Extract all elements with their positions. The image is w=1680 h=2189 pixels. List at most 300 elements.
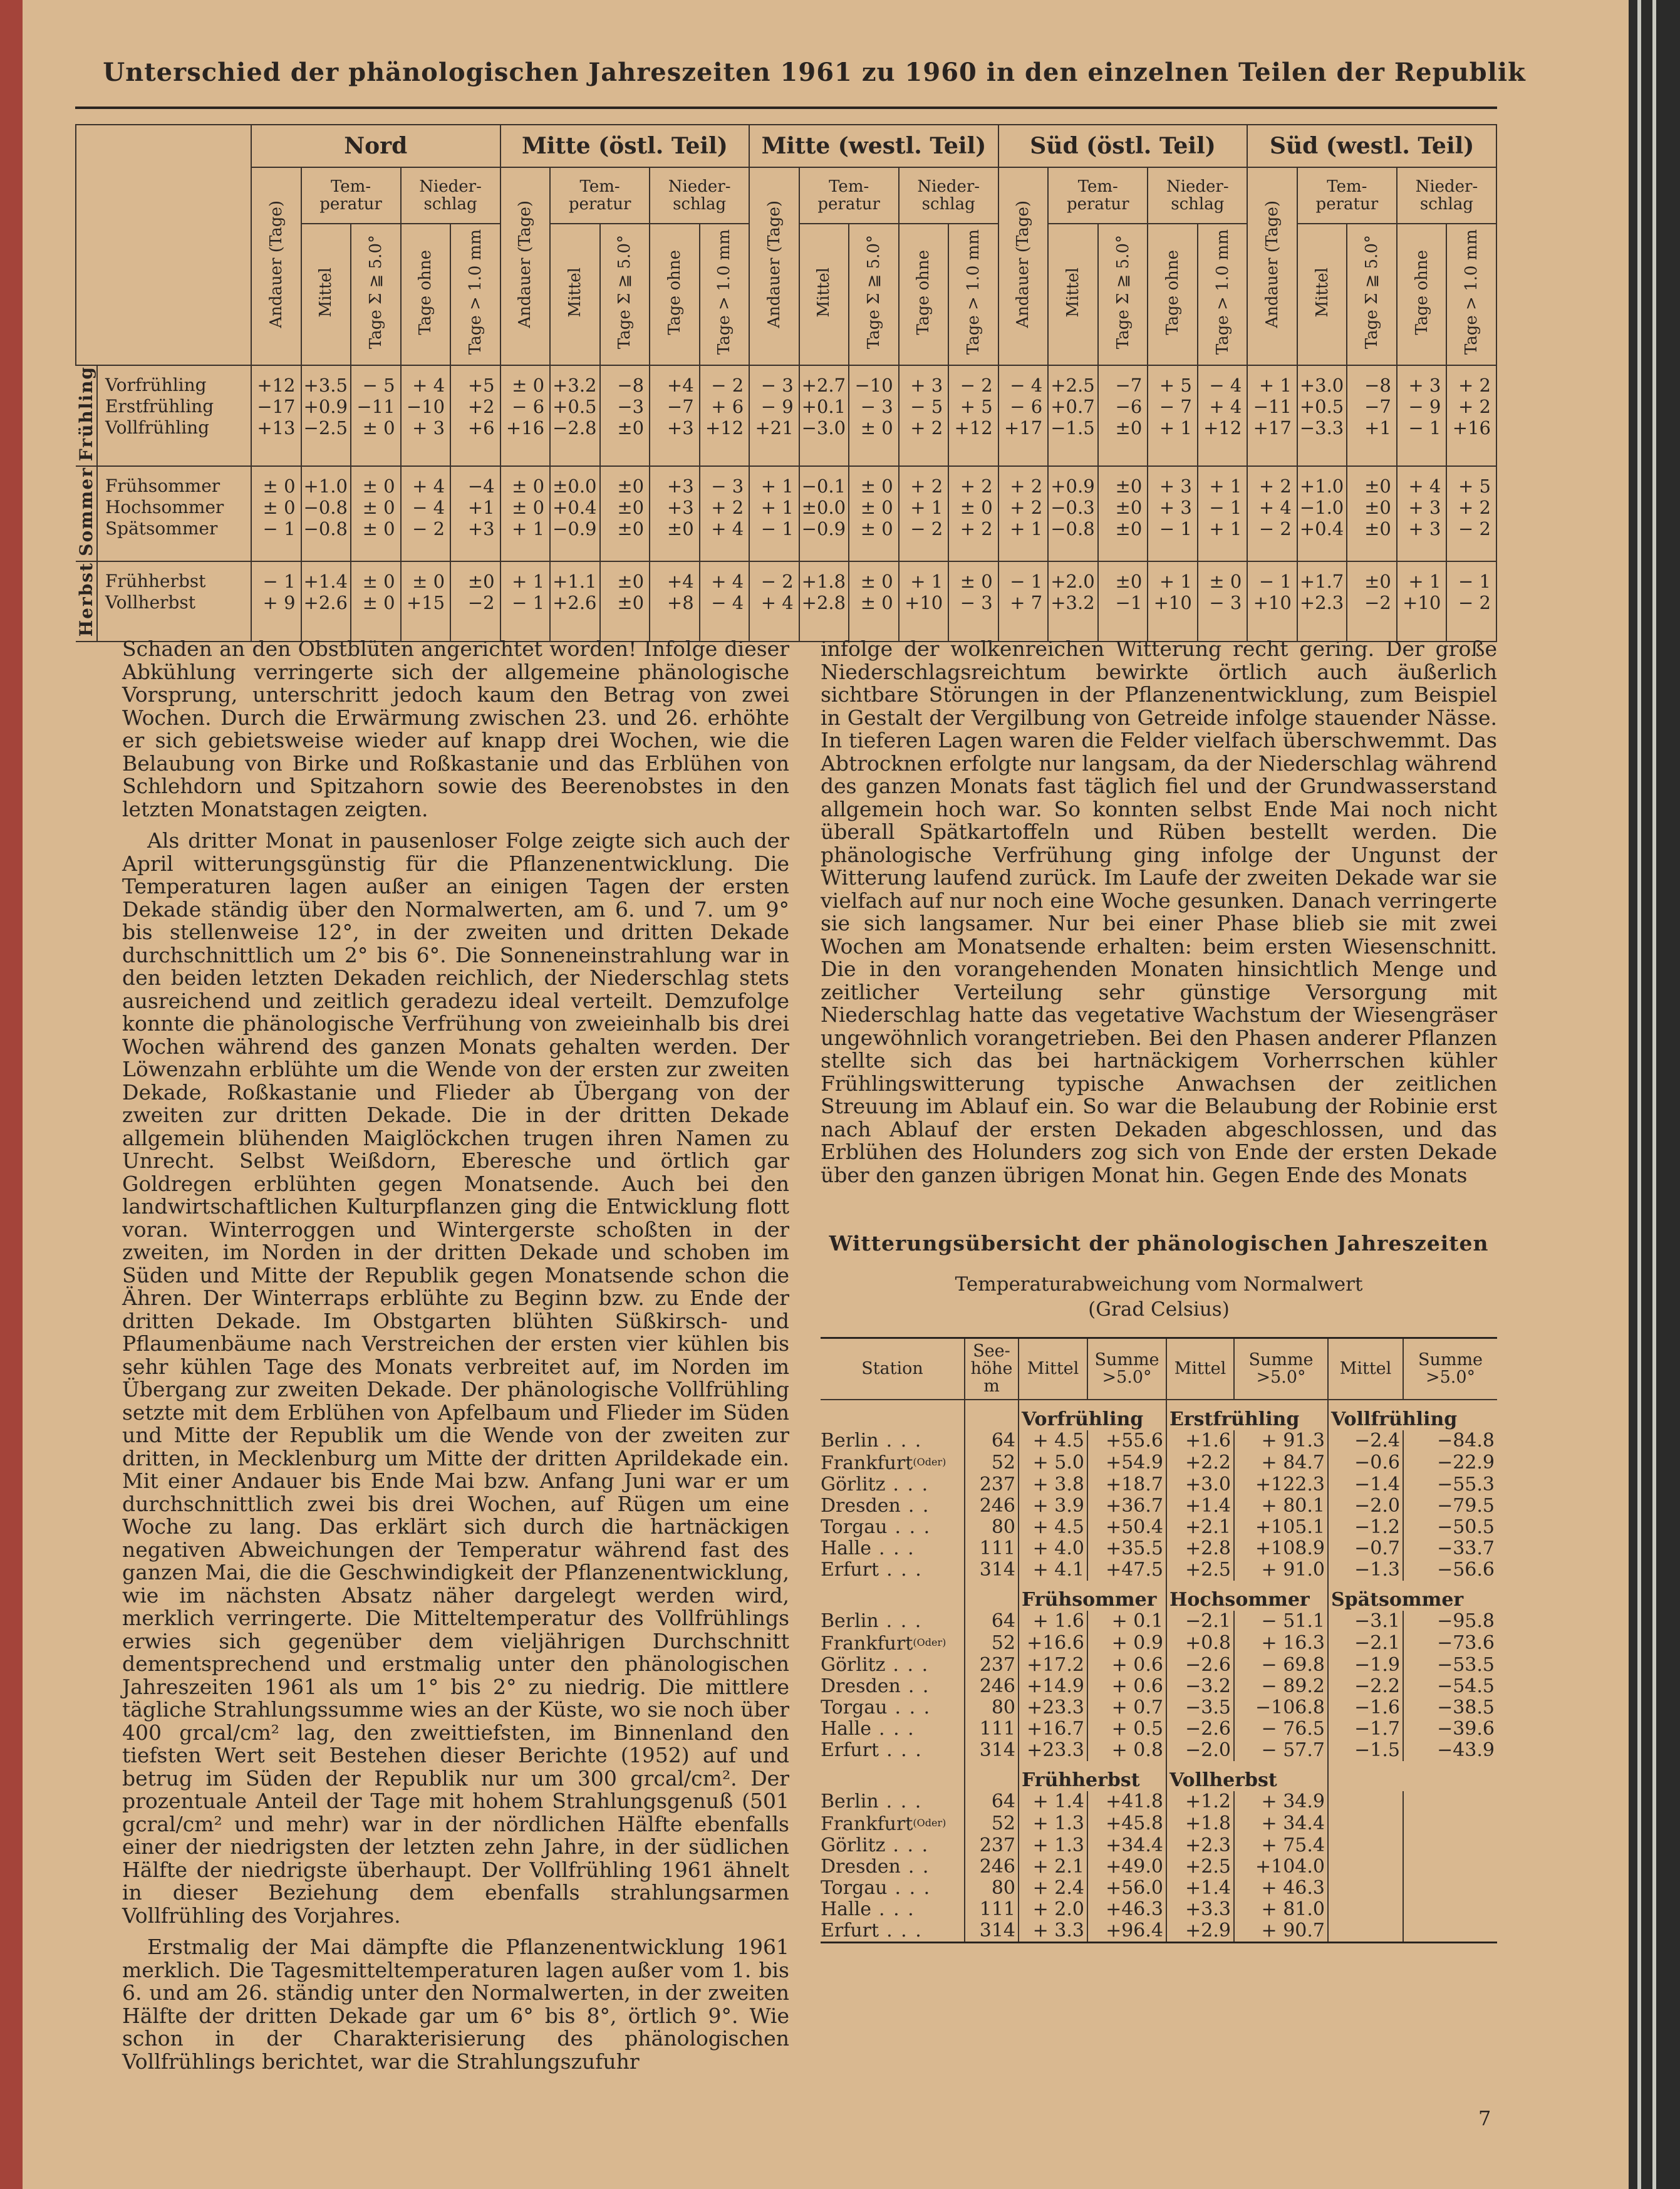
- sub-column-header: [650, 224, 700, 365]
- phase-group-row: [821, 1581, 1497, 1611]
- elevation-cell: 52: [965, 1812, 1019, 1835]
- value-cell: −2.6: [1166, 1718, 1234, 1740]
- elevation-cell: 237: [965, 1655, 1019, 1676]
- value-cell: + 4 + 3 + 3: [1397, 466, 1447, 561]
- station-name-cell: [821, 1718, 965, 1740]
- value-cell: −1.9: [1328, 1655, 1403, 1676]
- niederschlag-group-header: Nieder- schlag: [650, 167, 749, 224]
- value-cell: +1.8 +2.8: [799, 561, 849, 642]
- sub-column-label: Mittel: [1312, 267, 1332, 318]
- sub-column-label: Tage Σ ≧ 5.0°: [1362, 235, 1382, 350]
- sub-column-label: Mittel: [565, 267, 584, 318]
- value-cell: [1403, 1878, 1497, 1899]
- station-name: Görlitz: [821, 1654, 886, 1676]
- value-cell: −50.5: [1403, 1517, 1497, 1538]
- leader-dots: . . .: [879, 1537, 915, 1559]
- value-cell: − 1 + 9: [251, 561, 301, 642]
- region-header-row: [76, 125, 1496, 167]
- station-name: Berlin: [821, 1430, 879, 1452]
- binding-strip: [0, 0, 23, 2189]
- phase-group-name: Hochsommer: [1166, 1581, 1328, 1611]
- value-cell: −39.6: [1403, 1718, 1497, 1740]
- leader-dots: . . .: [893, 1834, 930, 1856]
- elevation-cell: 52: [965, 1632, 1019, 1655]
- value-cell: + 2 + 2 + 1: [998, 466, 1049, 561]
- station-name-cell: [821, 1697, 965, 1718]
- value-cell: ±0 ±0 ±0: [1347, 466, 1397, 561]
- temperatur-group-header: Tem- peratur: [799, 167, 899, 224]
- value-cell: − 2 + 6 +12: [700, 365, 750, 466]
- value-cell: ± 0 − 3: [948, 561, 998, 642]
- season-row: [76, 466, 1496, 561]
- station-name-cell: [821, 1899, 965, 1920]
- value-cell: + 84.7: [1234, 1452, 1328, 1474]
- leader-dots: . .: [908, 1675, 930, 1697]
- region-header: Nord: [251, 125, 500, 167]
- value-cell: −1.4: [1328, 1474, 1403, 1495]
- sub-column-label: Tage ohne: [1412, 249, 1431, 335]
- station-name: Erfurt: [821, 1739, 879, 1761]
- value-cell: +3.2 +0.5 −2.8: [550, 365, 600, 466]
- value-cell: +2.3: [1166, 1835, 1234, 1856]
- station-row: [821, 1835, 1497, 1856]
- value-cell: + 3 + 3 − 1: [1148, 466, 1198, 561]
- elevation-cell: 237: [965, 1474, 1019, 1495]
- phase-group-name: Frühherbst: [1019, 1761, 1166, 1791]
- station-name: Halle: [821, 1718, 871, 1740]
- value-cell: −53.5: [1403, 1655, 1497, 1676]
- station-name-cell: [821, 1611, 965, 1632]
- value-cell: + 16.3: [1234, 1632, 1328, 1655]
- elevation-cell: 64: [965, 1611, 1019, 1632]
- phase-group-row: [821, 1400, 1497, 1430]
- station-name: Görlitz: [821, 1474, 886, 1495]
- value-cell: + 5 − 7 + 1: [1148, 365, 1198, 466]
- sub-column-label: Tage ohne: [416, 249, 435, 335]
- phase-names: Frühsommer Hochsommer Spätsommer: [97, 466, 251, 561]
- value-cell: + 0.6: [1087, 1676, 1166, 1697]
- value-cell: + 2 + 4 − 2: [1247, 466, 1297, 561]
- value-cell: +2.2: [1166, 1452, 1234, 1474]
- value-cell: +49.0: [1087, 1856, 1166, 1878]
- value-cell: −10 − 3 ± 0: [849, 365, 899, 466]
- value-cell: − 2 + 5 +12: [948, 365, 998, 466]
- value-cell: +34.4: [1087, 1835, 1166, 1856]
- value-cell: + 1.6: [1019, 1611, 1087, 1632]
- value-cell: − 5 −11 ± 0: [351, 365, 401, 466]
- value-cell: +16.6: [1019, 1632, 1087, 1655]
- sub-column-label: Mittel: [1064, 267, 1082, 318]
- value-cell: [1403, 1920, 1497, 1943]
- leader-dots: . . .: [879, 1898, 915, 1920]
- niederschlag-group-header: Nieder- schlag: [1148, 167, 1247, 224]
- value-cell: −8 −7 +1: [1347, 365, 1397, 466]
- value-cell: +2.9: [1166, 1920, 1234, 1943]
- value-cell: +1.4: [1166, 1495, 1234, 1517]
- station-row: [821, 1495, 1497, 1517]
- group-spacer: [965, 1400, 1019, 1430]
- value-cell: + 81.0: [1234, 1899, 1328, 1920]
- value-cell: +105.1: [1234, 1517, 1328, 1538]
- sub-column-header: [1297, 224, 1347, 365]
- value-cell: [1328, 1920, 1403, 1943]
- sub-column-header: [1148, 224, 1198, 365]
- leader-dots: . . .: [894, 1877, 931, 1899]
- value-cell: + 2 + 1 − 2: [899, 466, 949, 561]
- value-cell: + 5 + 2 − 2: [1446, 466, 1496, 561]
- value-cell: [1403, 1812, 1497, 1835]
- group-spacer: [965, 1761, 1019, 1791]
- season-label: Frühling: [76, 366, 96, 462]
- sub-column-header: [550, 224, 600, 365]
- station-name-cell: [821, 1655, 965, 1676]
- elevation-cell: 314: [965, 1740, 1019, 1761]
- value-cell: −22.9: [1403, 1452, 1497, 1474]
- right-paragraph: infolge der wolkenreichen Witterung recht gering. Der große Niederschlagsreichtum bewirkte örtlich auch äußerlich sichtbare Störungen in der Pflanzenentwicklung, zum Beispiel in Gestalt der Vergilbung von Getreide infolge stauender Nässe. In tieferen Lagen waren die Felder vielfach überschwemmt. Das Abtrocknen erfolgte nur langsam, da der Niederschlag während des ganzen Monats fast täglich fiel und der Grundwasserstand allgemein hoch war. So konnten selbst Ende Mai noch nicht überall Spätkartoffeln und Rüben bestellt werden. Die phänologische Verfrühung ging infolge der Ungunst der Witterung laufend zurück. Im Laufe der zweiten Dekade war sie vielfach auf nur noch eine Woche gesunken. Danach verringerte sie sich langsamer. Nur bei einer Phase blieb sie mit zwei Wochen am Monatsende erhalten: beim ersten Wiesenschnitt. Die in den vorangehenden Monaten hinsichtlich Menge und zeitlicher Verteilung sehr günstige Versorgung mit Niederschlag hatte das vegetative Wachstum der Wiesengräser ungewöhnlich vorangetrieben. Bei den Phasen anderer Pflanzen stellte sich das bei hartnäckigem Vorherrschen kühler Frühlingswitterung typische Anwachsen der zeitlichen Streuung im Ablauf ein. So war die Belaubung der Robinie erst nach Ablauf der ersten Dekaden abgeschlossen, und das Erblühen des Holunders zog sich von Ende der ersten Dekade über den ganzen übrigen Monat hin. Gegen Ende des Monats: [821, 637, 1497, 1187]
- andauer-label: Andauer (Tage): [764, 200, 784, 328]
- sub-column-label: Mittel: [316, 267, 336, 318]
- value-cell: + 4 −10 + 3: [401, 365, 451, 466]
- value-cell: ±0.0 +0.4 −0.9: [550, 466, 600, 561]
- station-name-cell: [821, 1538, 965, 1559]
- elevation-cell: 80: [965, 1697, 1019, 1718]
- elevation-cell: 64: [965, 1430, 1019, 1452]
- group-spacer: [821, 1761, 965, 1791]
- value-cell: ± 0 ± 0 ± 0: [351, 466, 401, 561]
- sub-column-header: [1098, 224, 1148, 365]
- station-name: Halle: [821, 1898, 871, 1920]
- phase-names: Vorfrühling Erstfrühling Vollfrühling: [97, 365, 251, 466]
- value-cell: −7 −6 ±0: [1098, 365, 1148, 466]
- group-spacer: [821, 1581, 965, 1611]
- station-name: Halle: [821, 1537, 871, 1559]
- left-paragraph: Als dritter Monat in pausenloser Folge zeigte sich auch der April witterungsgünstig für die Pflanzenentwicklung. Die Temperaturen lagen außer an einigen Tagen der ersten Dekade ständig über den Normalwerten, am 6. und 7. um 9° bis stellenweise 12°, in der zweiten und dritten Dekade durchschnittlich um 2° bis 6°. Die Sonneneinstrahlung war in den beiden letzten Dekaden reichlich, der Niederschlag stets ausreichend und zeitlich geradezu ideal verteilt. Demzufolge konnte die phänologische Verfrühung von zweieinhalb bis drei Wochen während des ganzen Monats gehalten werden. Der Löwenzahn erblühte um die Wende von der ersten zur zweiten Dekade, Roßkastanie und Flieder ab Übergang von der zweiten zur dritten Dekade. Die in der dritten Dekade allgemein blühenden Maiglöckchen trugen ihren Namen zu Unrecht. Selbst Weißdorn, Eberesche und örtlich gar Goldregen erblühten gegen Monatsende. Auch bei den landwirtschaftlichen Kulturpflanzen ging die Entwicklung flott voran. Winterroggen und Wintergerste schoßten in der zweiten, im Norden in der dritten Dekade und schoben im Süden und Mitte der Republik gegen Monatsende schon die Ähren. Der Winterraps erblühte zu Beginn bzw. zu Ende der dritten Dekade. Im Obstgarten blühten Süßkirsch- und Pflaumenbäume nach Verstreichen der ersten vier kühlen bis sehr kühlen Tage des Monats verbreitet auf, im Norden im Übergang zur zweiten Dekade. Der phänologische Vollfrühling setzte mit dem Erblühen von Apfelbaum und Flieder im Süden und Mitte der Republik um die Wende von der zweiten zur dritten, in Mecklenburg um Mitte der dritten Aprildekade ein. Mit einer Andauer bis Ende Mai bzw. Anfang Juni war er um durchschnittlich zwei bis drei Wochen, auf Rügen um eine Woche zu lang. Das erklärt sich durch die hartnäckigen negativen Abweichungen der Temperatur während fast des ganzen Mai, die die Geschwindigkeit der Pflanzenentwicklung, wie im nächsten Absatz näher dargelegt werden wird, merklich verringerte. Die Mitteltemperatur des Vollfrühlings erwies sich gegenüber dem vieljährigen Durchschnitt dementsprechend und erstmalig unter den phänologischen Jahreszeiten 1961 als um 1° bis 2° zu niedrig. Die mittlere tägliche Strahlungssumme wies an der Küste, wo sie noch über 400 grcal/cm² lag, den zweittiefsten, im Binnenland den tiefsten Wert seit Bestehen dieser Berichte (1952) auf und betrug im Süden der Republik nur um 300 grcal/cm². Der prozentuale Anteil der Tage mit hohem Strahlungsgenuß (501 gcral/cm² und mehr) war in der nördlichen Hälfte ebenfalls einer der niedrigsten der letzten zehn Jahre, in der südlichen Hälfte der niedrigste überhaupt. Der Vollfrühling 1961 ähnelt in dieser Beziehung dem ebenfalls strahlungsarmen Vollfrühling des Vorjahres.: [122, 828, 789, 1928]
- region-header: Mitte (östl. Teil): [500, 125, 750, 167]
- leader-dots: . . .: [886, 1920, 923, 1942]
- value-cell: + 34.4: [1234, 1812, 1328, 1835]
- value-cell: +4 +8: [650, 561, 700, 642]
- value-cell: −106.8: [1234, 1697, 1328, 1718]
- station-column-header: Summe >5.0°: [1403, 1338, 1497, 1400]
- elevation-cell: 111: [965, 1718, 1019, 1740]
- leader-dots: . . .: [893, 1474, 930, 1495]
- value-cell: −1.6: [1328, 1697, 1403, 1718]
- leader-dots: . . .: [886, 1559, 923, 1581]
- station-name-cell: [821, 1812, 965, 1835]
- elevation-cell: 314: [965, 1920, 1019, 1943]
- station-row: [821, 1611, 1497, 1632]
- book-edge: [1629, 0, 1680, 2189]
- station-name-cell: [821, 1791, 965, 1812]
- station-header-row: [821, 1338, 1497, 1400]
- value-cell: + 2 + 2 +16: [1446, 365, 1496, 466]
- sub-column-header: [948, 224, 998, 365]
- value-cell: +47.5: [1087, 1559, 1166, 1581]
- value-cell: +12 −17 +13: [251, 365, 301, 466]
- value-cell: +3.5 +0.9 −2.5: [301, 365, 351, 466]
- value-cell: −1.7: [1328, 1718, 1403, 1740]
- value-cell: ± 0 ± 0: [351, 561, 401, 642]
- region-header: Süd (östl. Teil): [998, 125, 1248, 167]
- phase-group-name: Spätsommer: [1328, 1581, 1497, 1611]
- sub-column-header: [1048, 224, 1098, 365]
- value-cell: + 5.0: [1019, 1452, 1087, 1474]
- station-row: [821, 1655, 1497, 1676]
- sub-column-label: Tage Σ ≧ 5.0°: [864, 235, 883, 350]
- value-cell: +3 +3 ±0: [650, 466, 700, 561]
- station-name: Frankfurt: [821, 1813, 913, 1835]
- leader-dots: . . .: [893, 1654, 930, 1676]
- value-cell: + 4.0: [1019, 1538, 1087, 1559]
- sub-column-label: Tage > 1.0 mm: [1213, 229, 1232, 355]
- phase-group-name: Frühsommer: [1019, 1581, 1166, 1611]
- value-cell: +36.7: [1087, 1495, 1166, 1517]
- season-row: [76, 365, 1496, 466]
- value-cell: [1403, 1835, 1497, 1856]
- phenology-difference-table: [75, 124, 1497, 642]
- value-cell: −2.6: [1166, 1655, 1234, 1676]
- oder-suffix: (Oder): [913, 1636, 946, 1648]
- sub-column-header: [1397, 224, 1447, 365]
- sub-column-header: [799, 224, 849, 365]
- value-cell: + 0.8: [1087, 1740, 1166, 1761]
- value-cell: +2.8: [1166, 1538, 1234, 1559]
- station-row: [821, 1517, 1497, 1538]
- station-column-header: Mittel: [1166, 1338, 1234, 1400]
- value-cell: +2.5: [1166, 1856, 1234, 1878]
- andauer-header: [251, 167, 301, 365]
- value-cell: + 1.4: [1019, 1791, 1087, 1812]
- station-name-cell: [821, 1474, 965, 1495]
- elevation-cell: 246: [965, 1856, 1019, 1878]
- leader-dots: . .: [908, 1495, 930, 1517]
- elevation-cell: 246: [965, 1495, 1019, 1517]
- elevation-cell: 80: [965, 1517, 1019, 1538]
- elevation-cell: 111: [965, 1538, 1019, 1559]
- sub-column-label: Tage > 1.0 mm: [465, 229, 485, 355]
- value-cell: + 91.3: [1234, 1430, 1328, 1452]
- value-cell: + 3.8: [1019, 1474, 1087, 1495]
- station-row: [821, 1538, 1497, 1559]
- value-cell: [1328, 1835, 1403, 1856]
- season-row: [76, 561, 1496, 642]
- temperatur-group-header: Tem- peratur: [1297, 167, 1397, 224]
- value-cell: +0.8: [1166, 1632, 1234, 1655]
- group-spacer: [821, 1400, 965, 1430]
- station-row: [821, 1474, 1497, 1495]
- value-cell: −43.9: [1403, 1740, 1497, 1761]
- season-cell: [76, 365, 97, 466]
- value-cell: +17.2: [1019, 1655, 1087, 1676]
- value-cell: +23.3: [1019, 1740, 1087, 1761]
- value-cell: [1328, 1856, 1403, 1878]
- station-name: Erfurt: [821, 1559, 879, 1581]
- value-cell: −79.5: [1403, 1495, 1497, 1517]
- phase-names: Frühherbst Vollherbst: [97, 561, 251, 642]
- andauer-label: Andauer (Tage): [516, 200, 535, 328]
- leader-dots: . . .: [886, 1791, 923, 1812]
- season-cell: [76, 561, 97, 642]
- sub-column-header: [450, 224, 500, 365]
- station-row: [821, 1791, 1497, 1812]
- value-cell: −2.0: [1328, 1495, 1403, 1517]
- andauer-header: [500, 167, 551, 365]
- value-cell: +23.3: [1019, 1697, 1087, 1718]
- station-name: Torgau: [821, 1877, 888, 1899]
- region-header: Mitte (westl. Teil): [749, 125, 998, 167]
- weather-overview-title: Witterungsübersicht der phänologischen Jahreszeiten: [829, 1231, 1489, 1256]
- value-cell: −0.6: [1328, 1452, 1403, 1474]
- value-cell: +4 −7 +3: [650, 365, 700, 466]
- niederschlag-group-header: Nieder- schlag: [1397, 167, 1496, 224]
- season-label: Sommer: [76, 467, 96, 556]
- value-cell: + 75.4: [1234, 1835, 1328, 1856]
- elevation-cell: 111: [965, 1899, 1019, 1920]
- station-row: [821, 1920, 1497, 1943]
- value-cell: −33.7: [1403, 1538, 1497, 1559]
- sub-column-header: [1347, 224, 1397, 365]
- station-column-header: Summe >5.0°: [1234, 1338, 1328, 1400]
- value-cell: +1.4 +2.6: [301, 561, 351, 642]
- station-column-header: Mittel: [1328, 1338, 1403, 1400]
- value-cell: −0.1 ±0.0 −0.9: [799, 466, 849, 561]
- temperatur-group-header: Tem- peratur: [1048, 167, 1148, 224]
- station-name: Torgau: [821, 1697, 888, 1718]
- value-cell: +1.0 −1.0 +0.4: [1297, 466, 1347, 561]
- sub-column-header: [849, 224, 899, 365]
- andauer-header: [998, 167, 1049, 365]
- value-cell: −0.7: [1328, 1538, 1403, 1559]
- value-cell: +2.5: [1166, 1559, 1234, 1581]
- value-cell: −1.2: [1328, 1517, 1403, 1538]
- value-cell: + 1 +10: [1397, 561, 1447, 642]
- station-name: Frankfurt: [821, 1633, 913, 1655]
- value-cell: +41.8: [1087, 1791, 1166, 1812]
- niederschlag-group-header: Nieder- schlag: [401, 167, 500, 224]
- sub-column-header: [351, 224, 401, 365]
- value-cell: +104.0: [1234, 1856, 1328, 1878]
- station-name-cell: [821, 1430, 965, 1452]
- value-cell: +54.9: [1087, 1452, 1166, 1474]
- elevation-cell: 237: [965, 1835, 1019, 1856]
- value-cell: −55.3: [1403, 1474, 1497, 1495]
- page-title: Unterschied der phänologischen Jahreszeiten 1961 zu 1960 in den einzelnen Teilen der Republik: [103, 58, 1526, 87]
- value-cell: +1.2: [1166, 1791, 1234, 1812]
- value-cell: +122.3: [1234, 1474, 1328, 1495]
- value-cell: + 1 +10: [1148, 561, 1198, 642]
- sub-column-label: Tage > 1.0 mm: [963, 229, 983, 355]
- station-name: Berlin: [821, 1791, 879, 1812]
- leader-dots: . . .: [879, 1718, 915, 1740]
- station-name: Dresden: [821, 1495, 901, 1517]
- value-cell: + 0.1: [1087, 1611, 1166, 1632]
- station-name: Berlin: [821, 1610, 879, 1632]
- value-cell: + 2.1: [1019, 1856, 1087, 1878]
- value-cell: + 3 − 9 − 1: [1397, 365, 1447, 466]
- value-cell: + 1 −11 +17: [1247, 365, 1297, 466]
- station-row: [821, 1676, 1497, 1697]
- value-cell: +14.9: [1019, 1676, 1087, 1697]
- value-cell: −1.3: [1328, 1559, 1403, 1581]
- station-name: Torgau: [821, 1516, 888, 1538]
- leader-dots: . . .: [894, 1697, 931, 1718]
- sub-column-label: Tage > 1.0 mm: [715, 229, 734, 355]
- station-row: [821, 1856, 1497, 1878]
- andauer-header: [1247, 167, 1297, 365]
- station-row: [821, 1697, 1497, 1718]
- value-cell: [1403, 1856, 1497, 1878]
- value-cell: −3.5: [1166, 1697, 1234, 1718]
- elevation-cell: 314: [965, 1559, 1019, 1581]
- niederschlag-group-header: Nieder- schlag: [899, 167, 998, 224]
- sub-column-label: Tage ohne: [914, 249, 933, 335]
- station-row: [821, 1452, 1497, 1474]
- station-name-cell: [821, 1835, 965, 1856]
- value-cell: − 1 − 2: [1446, 561, 1496, 642]
- value-cell: + 91.0: [1234, 1559, 1328, 1581]
- leader-dots: . . .: [886, 1430, 923, 1452]
- value-cell: +1.7 +2.3: [1297, 561, 1347, 642]
- value-cell: ± 0 ± 0 − 1: [251, 466, 301, 561]
- group-header-row: [76, 167, 1496, 224]
- value-cell: −95.8: [1403, 1611, 1497, 1632]
- value-cell: [1403, 1899, 1497, 1920]
- value-cell: +3.0 +0.5 −3.3: [1297, 365, 1347, 466]
- value-cell: ± 0 ± 0 + 1: [500, 466, 551, 561]
- station-name-cell: [821, 1878, 965, 1899]
- value-cell: +46.3: [1087, 1899, 1166, 1920]
- station-row: [821, 1718, 1497, 1740]
- value-cell: ±0 −1: [1098, 561, 1148, 642]
- value-cell: −2.0: [1166, 1740, 1234, 1761]
- value-cell: +18.7: [1087, 1474, 1166, 1495]
- value-cell: ±0 ±0: [600, 561, 650, 642]
- station-name: Frankfurt: [821, 1452, 913, 1474]
- season-cell: [76, 466, 97, 561]
- left-paragraph: Schaden an den Obstblüten angerichtet worden! Infolge dieser Abkühlung verringerte sich der allgemeine phänologische Vorsprung, unterschritt jedoch kaum den Betrag von zwei Wochen. Durch die Erwärmung zwischen 23. und 26. erhöhte er sich gebietsweise wieder auf knapp drei Wochen, wie die Belaubung von Birke und Roßkastanie und das Erblühen von Schlehdorn und Spitzahorn sowie des Beerenobstes in den letzten Monatstagen zeigten.: [122, 637, 789, 821]
- station-column-header: See- höhe m: [965, 1338, 1019, 1400]
- value-cell: − 57.7: [1234, 1740, 1328, 1761]
- value-cell: −1.5: [1328, 1740, 1403, 1761]
- value-cell: +5 +2 +6: [450, 365, 500, 466]
- value-cell: −4 +1 +3: [450, 466, 500, 561]
- value-cell: + 4.1: [1019, 1559, 1087, 1581]
- sub-column-header: [401, 224, 451, 365]
- phase-group-name: Vollfrühling: [1328, 1400, 1497, 1430]
- value-cell: +0.9 −0.3 −0.8: [1048, 466, 1098, 561]
- value-cell: [1328, 1791, 1403, 1812]
- value-cell: + 0.5: [1087, 1718, 1166, 1740]
- value-cell: + 1.3: [1019, 1812, 1087, 1835]
- sub-column-label: Tage Σ ≧ 5.0°: [1113, 235, 1133, 350]
- station-name-cell: [821, 1559, 965, 1581]
- value-cell: +2.0 +3.2: [1048, 561, 1098, 642]
- value-cell: −2.1: [1166, 1611, 1234, 1632]
- sub-column-label: Mittel: [814, 267, 834, 318]
- value-cell: − 4 + 4 +12: [1198, 365, 1248, 466]
- station-column-header: Mittel: [1019, 1338, 1087, 1400]
- weather-overview-unit: (Grad Celsius): [1088, 1298, 1230, 1321]
- sub-column-header: [1446, 224, 1496, 365]
- station-row: [821, 1559, 1497, 1581]
- value-cell: +2.5 +0.7 −1.5: [1048, 365, 1098, 466]
- phase-group-name: Erstfrühling: [1166, 1400, 1328, 1430]
- station-name-cell: [821, 1856, 965, 1878]
- value-cell: +16.7: [1019, 1718, 1087, 1740]
- sub-column-header: [700, 224, 750, 365]
- value-cell: − 2 + 4: [749, 561, 799, 642]
- value-cell: −73.6: [1403, 1632, 1497, 1655]
